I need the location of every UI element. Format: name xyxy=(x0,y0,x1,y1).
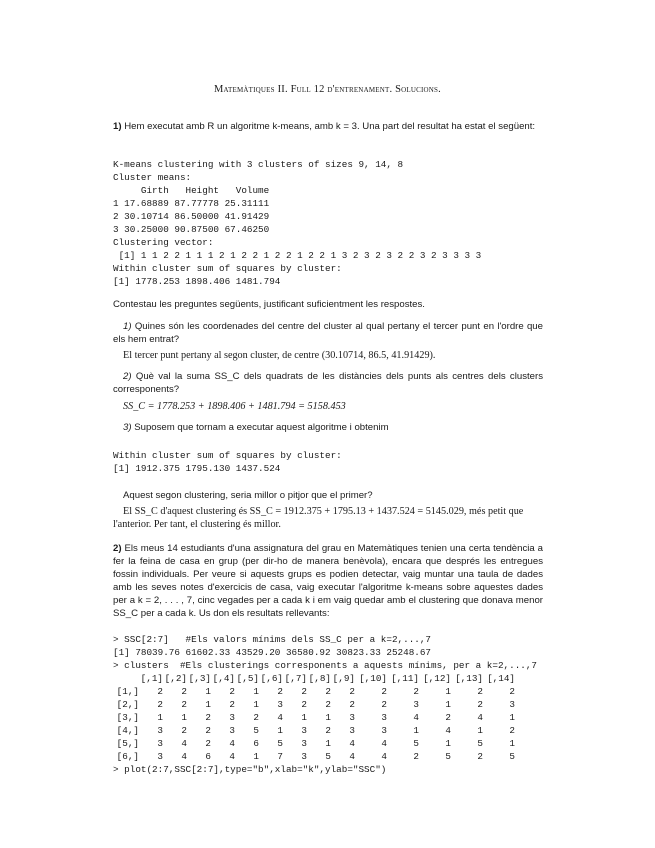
code-line: Within cluster sum of squares by cluster: xyxy=(113,263,342,274)
table-cell: 2 xyxy=(413,751,419,762)
table-cell: 5 xyxy=(413,738,419,749)
table-cell: 2 xyxy=(229,686,235,697)
r-output-clusters xyxy=(113,633,543,672)
table-cell: 4 xyxy=(229,738,235,749)
table-cell: 1 xyxy=(157,712,163,723)
table-cell: 2 xyxy=(381,686,387,697)
table-row-label: [2,] xyxy=(116,699,139,710)
table-cell: 5 xyxy=(253,725,259,736)
table-cell: 2 xyxy=(477,699,483,710)
table-cell: 4 xyxy=(413,712,419,723)
table-cell: 6 xyxy=(253,738,259,749)
table-cell: 2 xyxy=(381,699,387,710)
table-row xyxy=(113,750,515,763)
table-cell: 1 xyxy=(413,725,419,736)
table-cell: 3 xyxy=(349,712,355,723)
table-cell: 6 xyxy=(205,751,211,762)
table-cell: 3 xyxy=(381,712,387,723)
table-cell: 3 xyxy=(229,725,235,736)
code-line: > plot(2:7,SSC[2:7],type="b",xlab="k",ylab="SSC") xyxy=(113,764,387,775)
table-cell: 3 xyxy=(509,699,515,710)
table-cell: 4 xyxy=(349,751,355,762)
table-cell: 3 xyxy=(229,712,235,723)
code-line: Girth Height Volume xyxy=(113,185,270,196)
table-cell: 1 xyxy=(181,712,187,723)
subquestion-number: 2) xyxy=(123,371,132,382)
table-cell: 1 xyxy=(253,686,259,697)
subquestion-2 xyxy=(113,370,543,396)
table-header-cell: [,3] xyxy=(188,673,211,684)
question-2-number: 2) xyxy=(113,543,122,554)
table-cell: 2 xyxy=(181,686,187,697)
table-cell: 2 xyxy=(181,699,187,710)
table-cell: 2 xyxy=(253,712,259,723)
table-cell: 2 xyxy=(157,699,163,710)
subquestion-3-followup: Aquest segon clustering, seria millor o pitjor que el primer? xyxy=(123,490,373,501)
table-cell: 2 xyxy=(349,699,355,710)
clusters-table xyxy=(113,672,515,763)
table-row-label: [5,] xyxy=(116,738,139,749)
table-cell: 4 xyxy=(349,738,355,749)
code-line: Cluster means: xyxy=(113,172,192,183)
code-line: [1] 78039.76 61602.33 43529.20 36580.92 30823.33 25248.67 xyxy=(113,647,432,658)
table-cell: 4 xyxy=(381,738,387,749)
table-row xyxy=(113,724,515,737)
table-cell: 2 xyxy=(301,699,307,710)
table-cell: 2 xyxy=(205,738,211,749)
question-1-text: Hem executat amb R un algoritme k-means, amb k = 3. Una part del resultat ha estat el següent: xyxy=(124,121,536,132)
table-cell: 4 xyxy=(181,751,187,762)
table-cell: 4 xyxy=(277,712,283,723)
table-cell: 1 xyxy=(205,699,211,710)
r-output-ssc xyxy=(113,449,543,475)
r-plot-command xyxy=(113,763,543,776)
table-cell: 2 xyxy=(301,686,307,697)
table-cell: 3 xyxy=(157,738,163,749)
table-cell: 3 xyxy=(157,725,163,736)
table-cell: 2 xyxy=(205,725,211,736)
question-1-number: 1) xyxy=(113,121,122,132)
table-header-cell: [,10] xyxy=(359,673,387,684)
table-cell: 2 xyxy=(181,725,187,736)
table-cell: 2 xyxy=(477,686,483,697)
table-cell: 2 xyxy=(277,686,283,697)
answer-2: SS_C = 1778.253 + 1898.406 + 1481.794 = 5158.453 xyxy=(123,401,346,412)
table-header-cell: [,5] xyxy=(236,673,259,684)
subquestion-3 xyxy=(113,421,543,434)
table-cell: 1 xyxy=(253,699,259,710)
table-header-cell: [,13] xyxy=(455,673,483,684)
question-2-text: Els meus 14 estudiants d'una assignatura del grau en Matemàtiques tenien una certa tendència a fer la feina de casa en grup (per dir-ho de manera benèvola), encara que després les entregues fossin individuals. Per veure si aquests grups es podien detectar, vaig muntar una taula de dades amb les seves notes d'exercicis de casa, vaig executar l'algoritme k-means sobre aquestes dades per a k = 2, . . . , 7, cinc vegades per a cada k i em vaig quedar amb el clustering que donava menor SS_C per a cada k. Us don els resultats rellevants: xyxy=(113,543,543,619)
subquestion-number: 1) xyxy=(123,321,132,332)
table-cell: 1 xyxy=(445,686,451,697)
table-header-cell: [,14] xyxy=(487,673,515,684)
subquestion-text: Què val la suma SS_C dels quadrats de les distàncies dels punts als centres dels clusters corresponents? xyxy=(113,371,543,395)
question-2 xyxy=(113,542,543,620)
table-cell: 5 xyxy=(509,751,515,762)
table-cell: 2 xyxy=(325,725,331,736)
table-row xyxy=(113,737,515,750)
table-cell: 2 xyxy=(509,725,515,736)
table-header-cell: [,4] xyxy=(212,673,235,684)
table-cell: 1 xyxy=(445,699,451,710)
table-header-cell: [,9] xyxy=(332,673,355,684)
code-line: 1 17.68889 87.77778 25.31111 xyxy=(113,198,270,209)
table-cell: 2 xyxy=(157,686,163,697)
table-cell: 3 xyxy=(381,725,387,736)
table-cell: 2 xyxy=(205,712,211,723)
r-output-kmeans xyxy=(113,158,543,288)
table-cell: 4 xyxy=(181,738,187,749)
table-cell: 2 xyxy=(445,712,451,723)
table-cell: 4 xyxy=(477,712,483,723)
code-line: [1] 1778.253 1898.406 1481.794 xyxy=(113,276,281,287)
clusters-table-wrap xyxy=(113,672,553,763)
table-cell: 3 xyxy=(413,699,419,710)
subquestion-1 xyxy=(113,320,543,346)
table-row-label: [3,] xyxy=(116,712,139,723)
code-line: > clusters #Els clusterings corresponents a aquests mínims, per a k=2,...,7 xyxy=(113,660,538,671)
table-cell: 4 xyxy=(445,725,451,736)
table-cell: 2 xyxy=(325,699,331,710)
table-cell: 2 xyxy=(509,686,515,697)
table-row xyxy=(113,711,515,724)
code-line: Clustering vector: xyxy=(113,237,214,248)
table-header-cell: [,7] xyxy=(284,673,307,684)
table-header-row xyxy=(113,672,515,685)
answer-1: El tercer punt pertany al segon cluster, de centre (30.10714, 86.5, 41.91429). xyxy=(123,350,436,361)
table-cell: 1 xyxy=(277,725,283,736)
table-row-label: [4,] xyxy=(116,725,139,736)
table-cell: 1 xyxy=(205,686,211,697)
table-header-cell: [,8] xyxy=(308,673,331,684)
table-cell: 4 xyxy=(381,751,387,762)
table-header-cell: [,6] xyxy=(260,673,283,684)
table-cell: 4 xyxy=(229,751,235,762)
code-line: 2 30.10714 86.50000 41.91429 xyxy=(113,211,270,222)
table-cell: 2 xyxy=(229,699,235,710)
table-cell: 2 xyxy=(325,686,331,697)
code-line: 3 30.25000 90.87500 67.46250 xyxy=(113,224,270,235)
table-cell: 3 xyxy=(157,751,163,762)
table-cell: 3 xyxy=(301,751,307,762)
table-row xyxy=(113,698,515,711)
table-cell: 1 xyxy=(445,738,451,749)
table-row-label: [6,] xyxy=(116,751,139,762)
table-row-label: [1,] xyxy=(116,686,139,697)
code-line: [1] 1912.375 1795.130 1437.524 xyxy=(113,463,281,474)
table-cell: 3 xyxy=(301,725,307,736)
table-cell: 3 xyxy=(277,699,283,710)
table-header-cell: [,12] xyxy=(423,673,451,684)
subquestion-text: Quines són les coordenades del centre del cluster al qual pertany el tercer punt en l'ordre que els hem entrat? xyxy=(113,321,543,345)
table-cell: 1 xyxy=(325,712,331,723)
subquestion-text: Suposem que tornam a executar aquest algoritme i obtenim xyxy=(134,422,389,433)
table-header-cell: [,1] xyxy=(140,673,163,684)
table-cell: 7 xyxy=(277,751,283,762)
page-title: Matemàtiques II. Full 12 d'entrenament. Solucions. xyxy=(214,84,441,95)
table-header-cell xyxy=(113,672,139,685)
question-1-intro xyxy=(113,120,543,133)
table-cell: 5 xyxy=(325,751,331,762)
table-cell: 1 xyxy=(253,751,259,762)
table-cell: 2 xyxy=(349,686,355,697)
table-cell: 5 xyxy=(445,751,451,762)
instruction: Contestau les preguntes següents, justificant suficientment les respostes. xyxy=(113,299,425,310)
code-line: Within cluster sum of squares by cluster: xyxy=(113,450,342,461)
table-cell: 3 xyxy=(349,725,355,736)
table-cell: 3 xyxy=(301,738,307,749)
table-row xyxy=(113,685,515,698)
table-cell: 2 xyxy=(477,751,483,762)
code-line: [1] 1 1 2 2 1 1 1 2 1 2 2 1 2 2 1 2 2 1 3 2 3 2 3 2 2 3 2 3 3 3 3 xyxy=(113,250,482,261)
table-cell: 1 xyxy=(301,712,307,723)
table-cell: 1 xyxy=(477,725,483,736)
table-cell: 2 xyxy=(413,686,419,697)
table-cell: 5 xyxy=(277,738,283,749)
table-cell: 1 xyxy=(509,738,515,749)
answer-3: El SS_C d'aquest clustering és SS_C = 1912.375 + 1795.13 + 1437.524 = 5145.029, més petit que l'anterior. Per tant, el clustering és millor. xyxy=(113,506,524,530)
code-line: > SSC[2:7] #Els valors mínims dels SS_C per a k=2,...,7 xyxy=(113,634,432,645)
subquestion-number: 3) xyxy=(123,422,132,433)
table-header-cell: [,2] xyxy=(164,673,187,684)
table-cell: 1 xyxy=(325,738,331,749)
code-line: K-means clustering with 3 clusters of sizes 9, 14, 8 xyxy=(113,159,404,170)
table-header-cell: [,11] xyxy=(391,673,419,684)
table-cell: 5 xyxy=(477,738,483,749)
table-cell: 1 xyxy=(509,712,515,723)
